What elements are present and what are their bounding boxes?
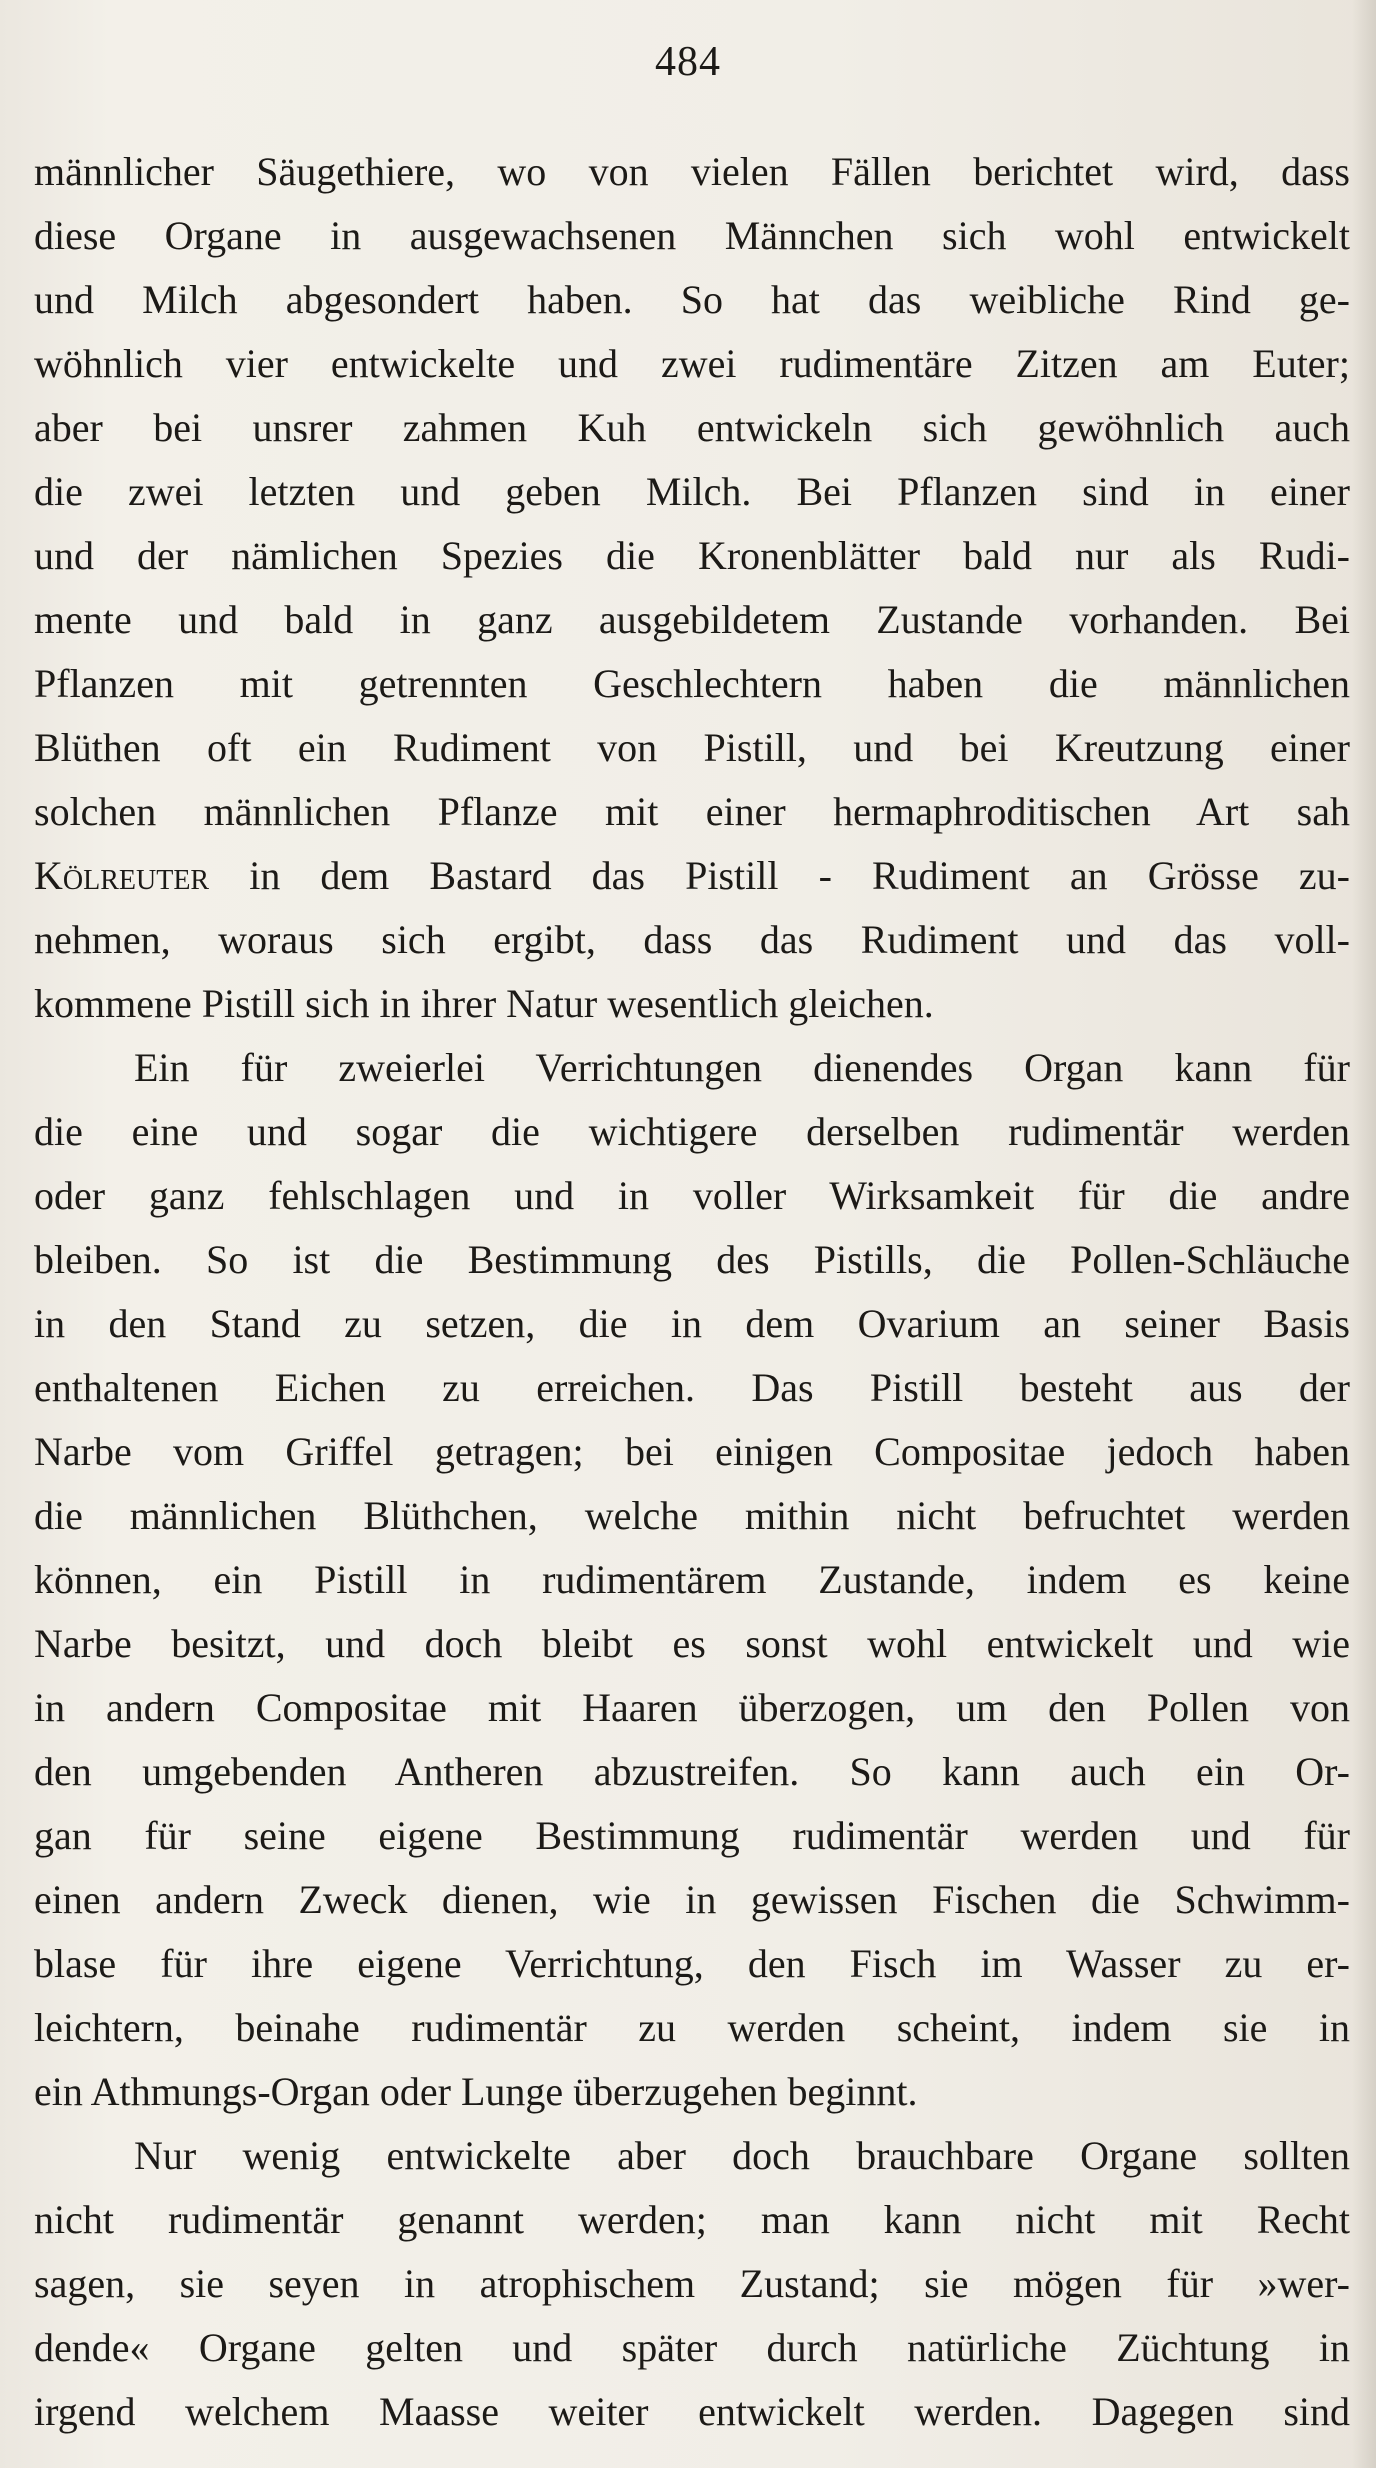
text-line: männlicher Säugethiere, wo von vielen Fällen berichtet wird, dass [34, 149, 1350, 194]
body-text [34, 140, 1350, 2444]
text-line: können, ein Pistill in rudimentärem Zustande, indem es keine [34, 1557, 1350, 1602]
text-line: Narbe vom Griffel getragen; bei einigen Compositae jedoch haben [34, 1429, 1350, 1474]
paragraph-start: Nur wenig entwickelte aber doch brauchbare Organe sollten [134, 2133, 1350, 2178]
text-line: Pflanzen mit getrennten Geschlechtern haben die männlichen [34, 661, 1350, 706]
text-line: die männlichen Blüthchen, welche mithin nicht befruchtet werden [34, 1493, 1350, 1538]
paragraph-start: Ein für zweierlei Verrichtungen dienendes Organ kann für [134, 1045, 1350, 1090]
page-edge-shadow [1352, 0, 1376, 2468]
text-line: in den Stand zu setzen, die in dem Ovarium an seiner Basis [34, 1301, 1350, 1346]
author-name: Kölreuter [34, 853, 210, 898]
text-line: die eine und sogar die wichtigere derselben rudimentär werden [34, 1109, 1350, 1154]
text-line: enthaltenen Eichen zu erreichen. Das Pistill besteht aus der [34, 1365, 1350, 1410]
text-line: mente und bald in ganz ausgebildetem Zustande vorhanden. Bei [34, 597, 1350, 642]
text-line: aber bei unsrer zahmen Kuh entwickeln sich gewöhnlich auch [34, 405, 1350, 450]
text-line: solchen männlichen Pflanze mit einer hermaphroditischen Art sah [34, 789, 1350, 834]
text-line: kommene Pistill sich in ihrer Natur wesentlich gleichen. [34, 981, 934, 1026]
text-line: einen andern Zweck dienen, wie in gewissen Fischen die Schwimm- [34, 1877, 1350, 1922]
text-line: Blüthen oft ein Rudiment von Pistill, und bei Kreutzung einer [34, 725, 1350, 770]
text-line: die zwei letzten und geben Milch. Bei Pflanzen sind in einer [34, 469, 1350, 514]
text-line: Narbe besitzt, und doch bleibt es sonst wohl entwickelt und wie [34, 1621, 1350, 1666]
text-line: und Milch abgesondert haben. So hat das weibliche Rind ge- [34, 277, 1350, 322]
text-line: und der nämlichen Spezies die Kronenblätter bald nur als Rudi- [34, 533, 1350, 578]
text-line: leichtern, beinahe rudimentär zu werden scheint, indem sie in [34, 2005, 1350, 2050]
text-line: bleiben. So ist die Bestimmung des Pistills, die Pollen-Schläuche [34, 1237, 1350, 1282]
text-line: irgend welchem Maasse weiter entwickelt werden. Dagegen sind [34, 2389, 1350, 2434]
text-line-with-author [34, 844, 1350, 908]
text-line: dende« Organe gelten und später durch natürliche Züchtung in [34, 2325, 1350, 2370]
text-line: diese Organe in ausgewachsenen Männchen sich wohl entwickelt [34, 213, 1350, 258]
text-line: nehmen, woraus sich ergibt, dass das Rudiment und das voll- [34, 917, 1350, 962]
text-line: gan für seine eigene Bestimmung rudimentär werden und für [34, 1813, 1350, 1858]
text-line: in andern Compositae mit Haaren überzogen, um den Pollen von [34, 1685, 1350, 1730]
text-line: den umgebenden Antheren abzustreifen. So kann auch ein Or- [34, 1749, 1350, 1794]
text-line-rest: in dem Bastard das Pistill - Rudiment an Grösse zu- [249, 853, 1350, 898]
text-line: ein Athmungs-Organ oder Lunge überzugehen beginnt. [34, 2069, 918, 2114]
text-line: sagen, sie seyen in atrophischem Zustand; sie mögen für »wer- [34, 2261, 1350, 2306]
text-line: blase für ihre eigene Verrichtung, den Fisch im Wasser zu er- [34, 1941, 1350, 1986]
text-line: wöhnlich vier entwickelte und zwei rudimentäre Zitzen am Euter; [34, 341, 1350, 386]
text-line: oder ganz fehlschlagen und in voller Wirksamkeit für die andre [34, 1173, 1350, 1218]
page-number: 484 [655, 39, 721, 85]
text-line: nicht rudimentär genannt werden; man kann nicht mit Recht [34, 2197, 1350, 2242]
